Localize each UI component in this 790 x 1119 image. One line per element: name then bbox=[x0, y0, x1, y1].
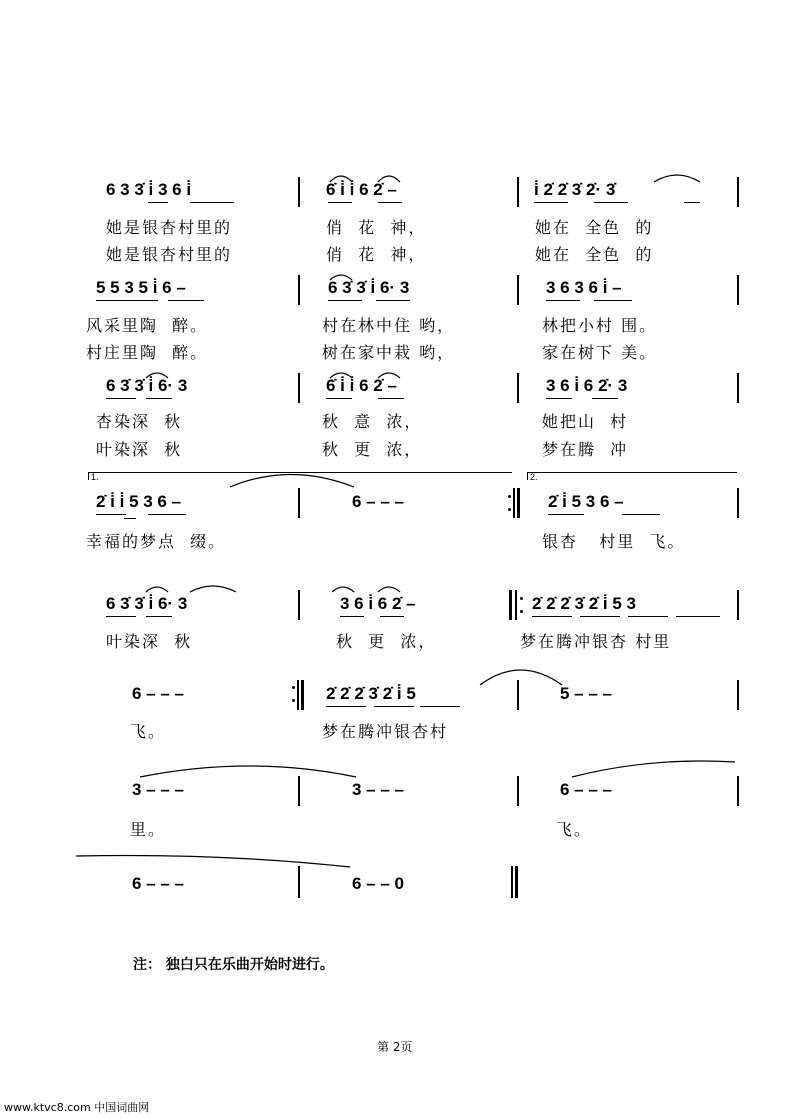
numbered-notes: 2̇ i̇ 5 3 6 – bbox=[548, 492, 624, 511]
slur bbox=[378, 587, 400, 592]
barline bbox=[517, 373, 519, 403]
barline bbox=[737, 680, 739, 710]
site-footer: www.ktvc8.com 中国词曲网 bbox=[4, 1101, 150, 1114]
underline bbox=[580, 616, 620, 617]
numbered-notes: 6 – – – bbox=[560, 780, 612, 799]
barline bbox=[298, 590, 300, 620]
numbered-notes: i̇ 2̇ 2̇ 3̇ 2̇· 3̇ bbox=[534, 180, 616, 199]
lyric-line: 俏 花 神， bbox=[326, 218, 427, 237]
lyric-line: 梦在腾冲银杏 村里 bbox=[520, 632, 672, 651]
lyric-line: 村庄里陶 醉。 bbox=[86, 343, 209, 362]
underline bbox=[326, 398, 352, 399]
underline bbox=[378, 202, 402, 203]
lyric-line: 飞。 bbox=[130, 722, 167, 741]
numbered-notes: 6 3̇ 3̇ i̇ 6· 3 bbox=[328, 278, 410, 297]
underline bbox=[380, 616, 404, 617]
numbered-notes: 3 6 i̇ 6 2̇· 3 bbox=[546, 376, 628, 395]
underline bbox=[622, 514, 660, 515]
numbered-notes: 5 – – – bbox=[560, 684, 612, 703]
performance-note: 注： 独白只在乐曲开始时进行。 bbox=[133, 957, 334, 973]
lyric-line: 飞。 bbox=[556, 820, 593, 839]
tie bbox=[480, 670, 562, 685]
numbered-notes: 3 6 i̇ 6 2̇ – bbox=[340, 594, 416, 613]
lyric-line: 叶染深 秋 bbox=[96, 440, 183, 459]
barline bbox=[298, 776, 300, 806]
final-barline bbox=[511, 866, 513, 898]
volta-bracket bbox=[88, 472, 89, 480]
lyric-line: 俏 花 神， bbox=[326, 245, 427, 264]
numbered-notes: 2̇ 2̇ 2̇ 3̇ 2̇ i̇ 5 bbox=[326, 684, 416, 703]
lyric-line: 她在 全色 的 bbox=[535, 218, 654, 237]
underline bbox=[420, 706, 460, 707]
slur bbox=[332, 587, 354, 592]
lyric-line: 银杏 村里 飞。 bbox=[542, 532, 686, 551]
volta-bracket bbox=[88, 472, 512, 473]
repeat-dot bbox=[520, 610, 523, 613]
underline bbox=[146, 398, 172, 399]
barline bbox=[737, 488, 739, 518]
numbered-notes: 5 5 3 5 i̇ 6 – bbox=[96, 278, 186, 297]
underline bbox=[628, 616, 668, 617]
lyric-line: 秋 意 浓， bbox=[322, 412, 423, 431]
underline bbox=[374, 706, 414, 707]
underline bbox=[340, 616, 364, 617]
lyric-line: 幸福的梦点 缀。 bbox=[86, 532, 227, 551]
repeat-barline bbox=[515, 590, 517, 620]
barline bbox=[298, 275, 300, 305]
underline bbox=[124, 518, 136, 519]
barline bbox=[298, 488, 300, 518]
underline bbox=[532, 616, 572, 617]
numbered-notes: 6 3 3̇ i̇ 3 6 i̇ bbox=[106, 180, 192, 199]
numbered-notes: 2̇ 2̇ 2̇ 3̇ 2̇ i̇ 5 3 bbox=[532, 594, 636, 613]
barline bbox=[298, 866, 300, 898]
tie bbox=[572, 761, 735, 777]
numbered-notes: 3 – – – bbox=[352, 780, 404, 799]
lyric-line: 家在树下 美。 bbox=[542, 343, 658, 362]
barline bbox=[298, 177, 300, 207]
underline bbox=[190, 202, 234, 203]
numbered-notes: 2̇ i̇ i̇ 5 3 6 – bbox=[96, 492, 182, 511]
barline bbox=[517, 776, 519, 806]
slur bbox=[190, 586, 236, 592]
lyric-line: 梦在腾 冲 bbox=[542, 440, 629, 459]
underline bbox=[96, 514, 126, 515]
numbered-notes: 6 – – 0 bbox=[352, 874, 404, 893]
repeat-dot bbox=[292, 686, 295, 689]
underline bbox=[328, 202, 352, 203]
numbered-notes: 6̇ i̇ i̇ 6 2̇ – bbox=[326, 180, 397, 199]
tie bbox=[140, 766, 356, 777]
lyric-line: 她是银杏村里的 bbox=[106, 245, 233, 264]
volta-bracket bbox=[527, 472, 737, 473]
lyric-line: 杏染深 秋 bbox=[96, 412, 183, 431]
barline bbox=[737, 177, 739, 207]
lyric-line: 树在家中栽 哟， bbox=[322, 343, 456, 362]
underline bbox=[328, 300, 362, 301]
lyric-line: 风采里陶 醉。 bbox=[86, 316, 209, 335]
tie bbox=[230, 475, 354, 488]
barline bbox=[737, 373, 739, 403]
barline bbox=[737, 275, 739, 305]
lyric-line: 她在 全色 的 bbox=[535, 245, 654, 264]
repeat-dot bbox=[292, 699, 295, 702]
repeat-barline-thick bbox=[509, 590, 512, 620]
underline bbox=[168, 300, 204, 301]
underline bbox=[146, 616, 172, 617]
volta-number: 1. bbox=[91, 472, 99, 482]
underline bbox=[548, 514, 584, 515]
underline bbox=[376, 300, 410, 301]
underline bbox=[546, 398, 572, 399]
volta-bracket bbox=[527, 472, 528, 480]
page-number: 第 2页 bbox=[377, 1040, 413, 1054]
lyric-line: 梦在腾冲银杏村 bbox=[322, 722, 449, 741]
numbered-notes: 3 – – – bbox=[132, 780, 184, 799]
lyric-line: 林把小村 围。 bbox=[542, 316, 658, 335]
lyric-line: 她是银杏村里的 bbox=[106, 218, 233, 237]
underline bbox=[592, 398, 618, 399]
lyric-line: 村在林中住 哟， bbox=[322, 316, 456, 335]
slur bbox=[146, 587, 168, 592]
barline bbox=[737, 590, 739, 620]
numbered-notes: 6̇ i̇ i̇ 6 2̇ – bbox=[326, 376, 397, 395]
underline bbox=[676, 616, 720, 617]
numbered-notes: 6 – – – bbox=[132, 874, 184, 893]
lyric-line: 她把山 村 bbox=[542, 412, 629, 431]
final-barline-thick bbox=[515, 866, 518, 898]
underline bbox=[106, 616, 136, 617]
repeat-barline bbox=[297, 680, 299, 710]
underline bbox=[594, 300, 632, 301]
underline bbox=[96, 300, 158, 301]
underline bbox=[148, 202, 168, 203]
lyric-line: 里。 bbox=[130, 820, 167, 839]
underline bbox=[106, 398, 136, 399]
repeat-dot bbox=[508, 495, 511, 498]
lyric-line: 秋 更 浓， bbox=[336, 632, 437, 651]
volta-number: 2. bbox=[530, 472, 538, 482]
lyric-line: 秋 更 浓， bbox=[322, 440, 423, 459]
underline bbox=[326, 706, 366, 707]
repeat-barline-thick bbox=[301, 680, 304, 710]
numbered-notes: 6 3̇ 3̇ i̇ 6· 3 bbox=[106, 376, 188, 395]
tie bbox=[76, 855, 350, 867]
numbered-notes: 6 – – – bbox=[352, 492, 404, 511]
barline bbox=[517, 680, 519, 710]
repeat-dot bbox=[520, 597, 523, 600]
repeat-barline-thick bbox=[517, 488, 520, 518]
repeat-barline bbox=[513, 488, 515, 518]
underline bbox=[148, 514, 186, 515]
underline bbox=[534, 202, 568, 203]
barline bbox=[517, 177, 519, 207]
barline bbox=[517, 275, 519, 305]
slur bbox=[654, 175, 700, 182]
underline bbox=[378, 398, 404, 399]
numbered-notes: 3 6 3 6 i̇ – bbox=[546, 278, 622, 297]
barline bbox=[737, 776, 739, 806]
numbered-notes: 6 3̇ 3̇ i̇ 6· 3 bbox=[106, 594, 188, 613]
lyric-line: 叶染深 秋 bbox=[106, 632, 193, 651]
barline bbox=[298, 373, 300, 403]
underline bbox=[684, 202, 700, 203]
underline bbox=[594, 202, 628, 203]
underline bbox=[546, 300, 580, 301]
numbered-notes: 6 – – – bbox=[132, 684, 184, 703]
repeat-dot bbox=[508, 508, 511, 511]
